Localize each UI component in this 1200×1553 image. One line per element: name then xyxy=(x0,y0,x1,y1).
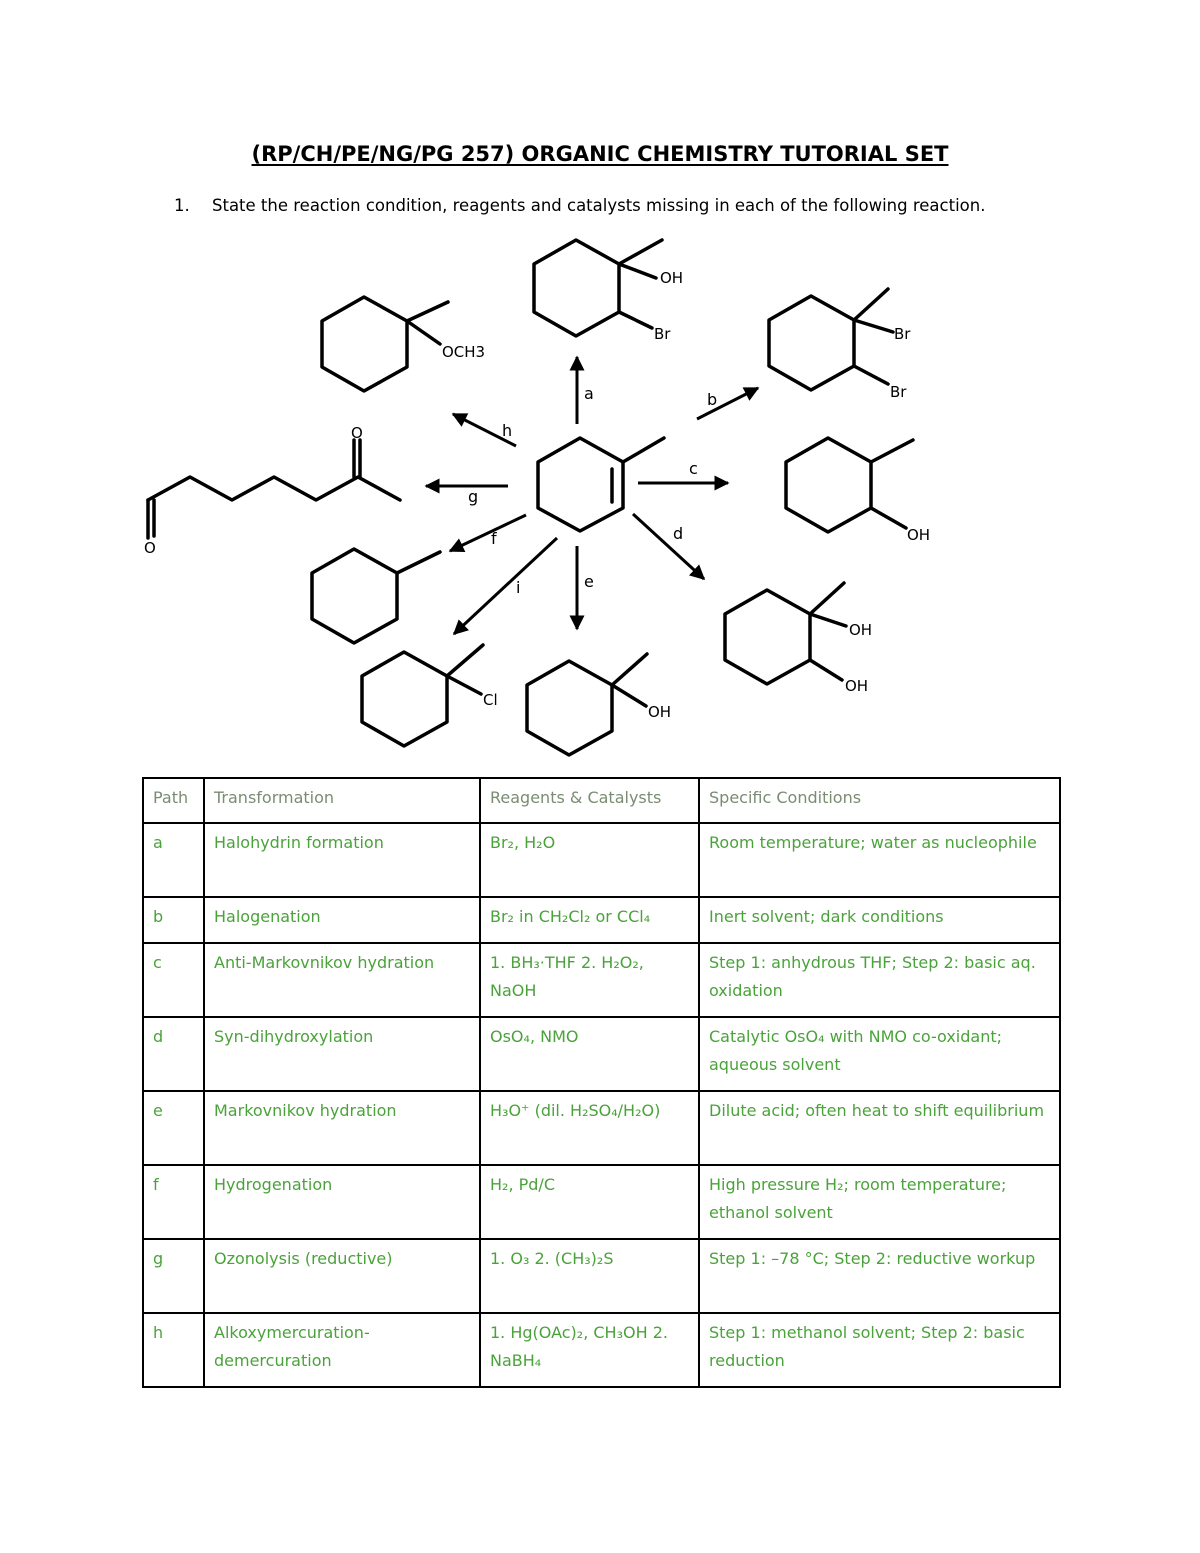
cell-path: g xyxy=(143,1239,204,1313)
header-reagents: Reagents & Catalysts xyxy=(480,778,699,823)
table-row xyxy=(143,897,1060,943)
cell-transformation: Alkoxymercuration-demercuration xyxy=(204,1313,480,1387)
document-title: (RP/CH/PE/NG/PG 257) ORGANIC CHEMISTRY TUTORIAL SET xyxy=(251,142,949,166)
cell-reagents: H₂, Pd/C xyxy=(480,1165,699,1239)
cell-path: a xyxy=(143,823,204,897)
path-label-h: h xyxy=(502,421,513,440)
cell-transformation: Ozonolysis (reductive) xyxy=(204,1239,480,1313)
cell-reagents: Br₂, H₂O xyxy=(480,823,699,897)
product-e-alcohol xyxy=(527,654,647,755)
atom-label-a-oh: OH xyxy=(660,269,684,287)
table-row xyxy=(143,943,1060,1017)
path-label-b: b xyxy=(707,390,718,409)
arrow-d xyxy=(633,514,704,579)
cell-path: d xyxy=(143,1017,204,1091)
atom-label-b-br2: Br xyxy=(890,383,907,401)
question-number: 1. xyxy=(174,196,190,215)
cell-reagents: 1. Hg(OAc)₂, CH₃OH 2. NaBH₄ xyxy=(480,1313,699,1387)
atom-label-g-o1: O xyxy=(351,424,363,442)
table-row xyxy=(143,1165,1060,1239)
atom-label-e-oh: OH xyxy=(648,703,672,721)
atom-label-c-oh: OH xyxy=(907,526,931,544)
header-conditions: Specific Conditions xyxy=(699,778,1060,823)
cell-conditions: Step 1: –78 °C; Step 2: reductive workup xyxy=(699,1239,1060,1313)
answers-table xyxy=(142,777,1061,1388)
path-label-i: i xyxy=(516,578,521,597)
product-f-alkane xyxy=(312,549,440,643)
product-h-ether xyxy=(322,297,448,391)
table-row xyxy=(143,1239,1060,1313)
product-g-ketoaldehyde xyxy=(148,440,400,538)
header-transformation: Transformation xyxy=(204,778,480,823)
cell-reagents: H₃O⁺ (dil. H₂SO₄/H₂O) xyxy=(480,1091,699,1165)
cell-transformation: Anti-Markovnikov hydration xyxy=(204,943,480,1017)
atom-label-b-br1: Br xyxy=(894,325,911,343)
cell-path: f xyxy=(143,1165,204,1239)
path-label-f: f xyxy=(491,529,497,548)
table-row xyxy=(143,823,1060,897)
table-header-row xyxy=(143,778,1060,823)
cell-path: b xyxy=(143,897,204,943)
header-path: Path xyxy=(143,778,204,823)
cell-conditions: Inert solvent; dark conditions xyxy=(699,897,1060,943)
table-row xyxy=(143,1017,1060,1091)
arrow-f xyxy=(450,515,526,551)
cell-path: c xyxy=(143,943,204,1017)
cell-conditions: Step 1: methanol solvent; Step 2: basic reduction xyxy=(699,1313,1060,1387)
cell-transformation: Markovnikov hydration xyxy=(204,1091,480,1165)
path-label-e: e xyxy=(584,572,594,591)
cell-transformation: Halogenation xyxy=(204,897,480,943)
atom-label-d-oh2: OH xyxy=(845,677,869,695)
product-c-alcohol xyxy=(786,438,913,532)
cell-transformation: Hydrogenation xyxy=(204,1165,480,1239)
cell-conditions: Room temperature; water as nucleophile xyxy=(699,823,1060,897)
atom-label-g-o2: O xyxy=(144,539,156,557)
product-b-dibromide xyxy=(769,289,893,390)
product-i-chloride xyxy=(362,645,483,746)
cell-transformation: Syn-dihydroxylation xyxy=(204,1017,480,1091)
cell-conditions: High pressure H₂; room temperature; ethanol solvent xyxy=(699,1165,1060,1239)
cell-reagents: 1. O₃ 2. (CH₃)₂S xyxy=(480,1239,699,1313)
cell-path: e xyxy=(143,1091,204,1165)
atom-label-h-och3: OCH3 xyxy=(442,343,486,361)
cell-path: h xyxy=(143,1313,204,1387)
cell-reagents: 1. BH₃·THF 2. H₂O₂, NaOH xyxy=(480,943,699,1017)
path-label-c: c xyxy=(689,459,698,478)
question-text: State the reaction condition, reagents and catalysts missing in each of the following reaction. xyxy=(212,196,986,215)
path-label-a: a xyxy=(584,384,594,403)
product-d-diol xyxy=(725,583,846,684)
arrow-i xyxy=(454,538,557,634)
reaction-scheme xyxy=(0,0,1200,770)
atom-label-i-cl: Cl xyxy=(483,691,498,709)
cell-reagents: Br₂ in CH₂Cl₂ or CCl₄ xyxy=(480,897,699,943)
atom-label-a-br: Br xyxy=(654,325,671,343)
cell-reagents: OsO₄, NMO xyxy=(480,1017,699,1091)
cell-conditions: Step 1: anhydrous THF; Step 2: basic aq. oxidation xyxy=(699,943,1060,1017)
cell-conditions: Dilute acid; often heat to shift equilibrium xyxy=(699,1091,1060,1165)
cell-transformation: Halohydrin formation xyxy=(204,823,480,897)
path-label-d: d xyxy=(673,524,684,543)
cell-conditions: Catalytic OsO₄ with NMO co-oxidant; aqueous solvent xyxy=(699,1017,1060,1091)
path-label-g: g xyxy=(468,487,479,506)
table-row xyxy=(143,1091,1060,1165)
table-row xyxy=(143,1313,1060,1387)
product-a-halohydrin xyxy=(534,240,662,336)
atom-label-d-oh1: OH xyxy=(849,621,873,639)
